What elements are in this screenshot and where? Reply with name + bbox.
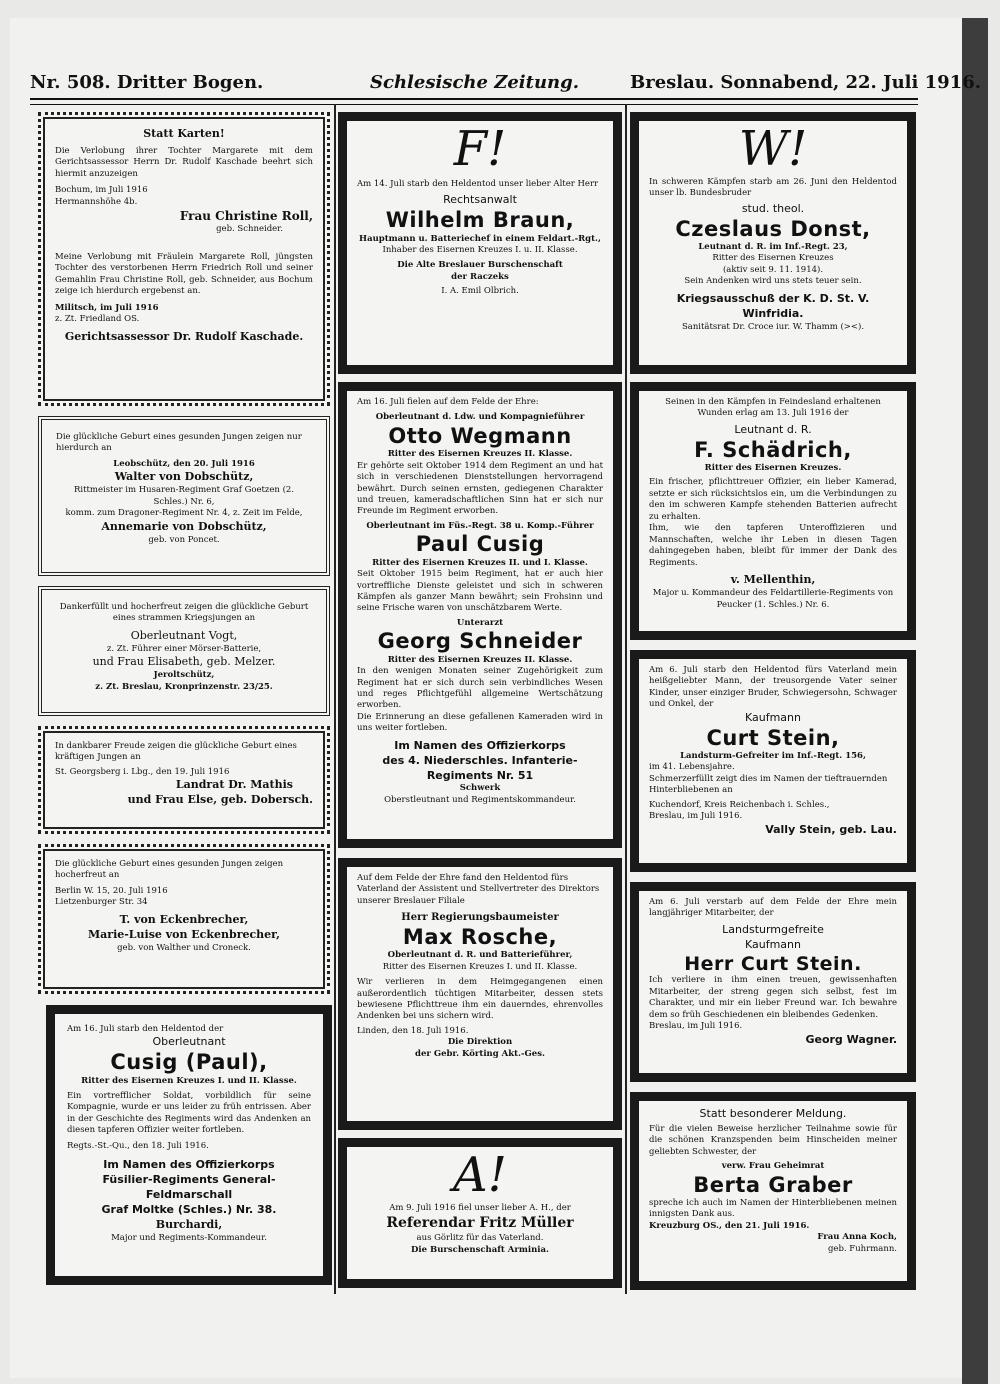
notice-signature: Die Direktion: [447, 1037, 513, 1048]
notice-text: Am 6. Juli verstarb auf dem Felde der Ehre mein langjähriger Mitarbeiter, der: [649, 897, 897, 919]
notice-signature: Kriegsausschuß der K. D. St. V. Winfridia.: [676, 291, 870, 320]
notice-body: Die Erinnerung an diese gefallenen Kameraden wird in uns weiter fortleben.: [357, 711, 603, 734]
notice-body: Ein frischer, pflichttreuer Offizier, ein lieber Kamerad, setzte er sich rücksichtslos ein, um die Verbindungen zu den im schweren Kampfe stehenden Batterien aufrecht zu erhalten.: [649, 477, 897, 522]
masthead-rule: [30, 98, 918, 105]
notice-name: Gerichtsassessor Dr. Rudolf Kaschade.: [64, 329, 304, 343]
notice-place: Linden, den 18. Juli 1916.: [357, 1025, 469, 1036]
notice-text: Die Verlobung ihrer Tochter Margarete mit dem Gerichtsassessor Herrn Dr. Rudolf Kaschade beehrt sich hiermit anzuzeigen: [55, 145, 313, 179]
notice-signature: v. Mellenthin,: [730, 573, 816, 587]
notice-place: Breslau, im Juli 1916.: [649, 811, 743, 822]
obituary: [338, 858, 622, 1130]
notice-name: Cusig (Paul),: [110, 1050, 268, 1075]
notice-place: Berlin W. 15, 20. Juli 1916: [55, 885, 168, 896]
notice-signature: Georg Wagner.: [805, 1032, 897, 1046]
notice-name-sub: geb. von Walther und Croneck.: [117, 942, 251, 953]
notice-text: In schweren Kämpfen starb am 26. Juni den Heldentod unser lb. Bundesbruder: [649, 177, 897, 199]
notice-place: Kuchendorf, Kreis Reichenbach i. Schles.,: [649, 799, 830, 810]
notice-place: Regts.-St.-Qu., den 18. Juli 1916.: [67, 1140, 209, 1151]
notice-name: und Frau Else, geb. Dobersch.: [127, 793, 313, 807]
notice-place: St. Georgsberg i. Lbg., den 19. Juli 1916: [55, 766, 230, 777]
notice-body: Schmerzerfüllt zeigt dies im Namen der tieftrauernden Hinterbliebenen an: [649, 773, 888, 796]
notice-place: Kreuzburg OS., den 21. Juli 1916.: [649, 1220, 810, 1231]
notice-name: Berta Graber: [693, 1172, 853, 1197]
notice-rank: Kaufmann: [744, 937, 801, 951]
notice-signature: Frau Anna Koch,: [817, 1232, 897, 1243]
notice-title: Ritter des Eisernen Kreuzes I. und II. Klasse.: [382, 961, 578, 972]
notice-name-sub: geb. Schneider.: [216, 224, 283, 235]
notice-body: Wir verlieren in dem Heimgegangenen einen außerordentlich tüchtigen Mitarbeiter, dessen stets bewiesene Pflichttreue ihm ein dauerndes, ehrenvolles Andenken bei uns sichern wird.: [357, 977, 603, 1022]
notice-text: In dankbarer Freude zeigen die glückliche Geburt eines kräftigen Jungen an: [55, 741, 297, 763]
notice-name: Georg Schneider: [377, 629, 583, 654]
notice-place: Militsch, im Juli 1916: [55, 302, 159, 313]
notice-rank: Leutnant d. R.: [734, 422, 812, 436]
newspaper-title: Schlesische Zeitung.: [370, 72, 579, 93]
notice-address: Lietzenburger Str. 34: [55, 897, 148, 908]
notice-title: Inhaber des Eisernen Kreuzes I. u. II. Klasse.: [382, 244, 578, 255]
notice-place: z. Zt. Breslau, Kronprinzenstr. 23/25.: [95, 681, 273, 692]
obituary: [630, 650, 916, 872]
notice-signature: I. A. Emil Olbrich.: [441, 286, 519, 297]
notice-signature: Die Burschenschaft Arminia.: [411, 1244, 549, 1255]
notice-text: Die glückliche Geburt eines gesunden Jungen zeigen hocherfreut an: [55, 859, 284, 881]
notice-signature: des 4. Niederschles. Infanterie-Regiments Nr. 51: [382, 753, 578, 782]
notice-place: Bochum, im Juli 1916: [55, 185, 148, 196]
notice-body: Ihm, wie den tapferen Unteroffizieren und Mannschaften, welche ihr Leben in diesen Tagen dahingegeben haben, bleibt für immer der Dank des Regiments.: [649, 523, 897, 568]
notice-rank: Rechtsanwalt: [443, 193, 517, 207]
notice-text: Am 16. Juli fielen auf dem Felde der Ehre:: [357, 397, 539, 407]
fraternity-initial: F!: [453, 121, 507, 177]
notice-signature: Burchardi,: [155, 1217, 223, 1231]
notice-rank: Oberleutnant im Füs.-Regt. 38 u. Komp.-Führer: [366, 520, 594, 531]
notice-place: Breslau, im Juli 1916.: [649, 1021, 743, 1032]
notice-name: Paul Cusig: [415, 532, 545, 557]
notice-name: T. von Eckenbrecher,: [119, 912, 249, 926]
notice-title: Oberleutnant d. R. und Batterieführer,: [387, 950, 573, 961]
notice-rank: Oberleutnant d. Ldw. und Kompagnieführer: [375, 412, 585, 423]
notice-name: Oberleutnant Vogt,: [130, 628, 238, 642]
notice-signature: der Raczeks: [451, 271, 509, 282]
column-rule-1: [334, 104, 336, 1294]
notice-place: Leobschütz, den 20. Juli 1916: [113, 458, 255, 469]
notice-name: Czeslaus Donst,: [675, 216, 871, 241]
notice-rank: Landsturmgefreite: [722, 922, 824, 936]
notice-signature: Major u. Kommandeur des Feldartillerie-Regiments von Peucker (1. Schles.) Nr. 6.: [652, 588, 894, 610]
notice-rank: Rittmeister im Husaren-Regiment Graf Goetzen (2. Schles.) Nr. 6,: [73, 485, 295, 507]
notice-title: Hauptmann u. Batteriechef in einem Feldart.-Rgt.,: [359, 233, 601, 244]
notice-body: In den wenigen Monaten seiner Zugehörigkeit zum Regiment hat er sich durch sein verbindliches Wesen und reges Pflichtgefühl allgemeine Wertschätzung erworben.: [357, 666, 603, 711]
fraternity-initial: A!: [453, 1147, 507, 1203]
obituary: [338, 382, 622, 848]
date-line: Breslau. Sonnabend, 22. Juli 1916.: [630, 72, 981, 93]
notice-rank: Oberleutnant: [152, 1035, 226, 1049]
notice-text: Seinen in den Kämpfen in Feindesland erhaltenen Wunden erlag am 13. Juli 1916 der: [665, 397, 881, 419]
notice-body: Ein vortrefflicher Soldat, vorbildlich für seine Kompagnie, wurde er uns leider zu früh entrissen. Aber in der Geschichte des Regiments wird das Andenken an diesen tapferen Offizier weiter fortleben.: [67, 1090, 311, 1136]
notice-signature: Die Alte Breslauer Burschenschaft: [397, 260, 563, 271]
notice-honor: Ritter des Eisernen Kreuzes.: [704, 462, 842, 473]
notice-rank: Herr Regierungsbaumeister: [401, 912, 559, 924]
notice-honor: Ritter des Eisernen Kreuzes II. Klasse.: [387, 654, 573, 665]
notice-honor: Ritter des Eisernen Kreuzes I. und II. Klasse.: [81, 1075, 297, 1086]
notice-signature: Füsilier-Regiments General-Feldmarschall: [102, 1173, 276, 1201]
notice-header: Statt Karten!: [143, 127, 225, 140]
column-rule-2: [625, 104, 627, 1294]
notice-text: aus Görlitz für das Vaterland.: [416, 1233, 544, 1244]
birth-notice: [38, 844, 330, 994]
notice-name: Walter von Dobschütz,: [114, 470, 254, 484]
notice-signature: Schwerk: [459, 783, 501, 794]
thanks-notice: [630, 1092, 916, 1290]
notice-title: Leutnant d. R. im Inf.-Regt. 23,: [698, 241, 848, 252]
notice-place: Jeroltschütz,: [153, 670, 215, 681]
notice-rank: Kaufmann: [744, 710, 801, 724]
notice-name: F. Schädrich,: [694, 437, 852, 462]
notice-name: Referendar Fritz Müller: [386, 1215, 574, 1232]
notice-title: Ritter des Eisernen Kreuzes: [712, 253, 834, 264]
notice-text: Die glückliche Geburt eines gesunden Jungen zeigen nur hierdurch an: [56, 432, 302, 454]
obituary: [630, 882, 916, 1082]
notice-name: Max Rosche,: [402, 924, 558, 949]
notice-rank: stud. theol.: [741, 201, 805, 215]
notice-signature: Im Namen des Offizierkorps: [394, 738, 566, 752]
notice-body: Sein Andenken wird uns stets teuer sein.: [684, 276, 862, 287]
notice-body: Seit Oktober 1915 beim Regiment, hat er auch hier vortreffliche Dienste geleistet und sich in schweren Kämpfen als ganzer Mann bewährt; sein Frohsinn und seine Frische waren von unschätzbarem Werte.: [357, 569, 603, 614]
issue-number: Nr. 508. Dritter Bogen.: [30, 72, 264, 93]
notice-name: Frau Christine Roll,: [179, 209, 313, 224]
notice-name: Landrat Dr. Mathis: [175, 778, 293, 792]
obituary: [338, 1138, 622, 1288]
notice-signature: Sanitätsrat Dr. Croce iur. W. Thamm (><).: [681, 321, 865, 332]
notice-signature: geb. Fuhrmann.: [827, 1243, 897, 1254]
notice-text: Meine Verlobung mit Fräulein Margarete Roll, jüngsten Tochter des verstorbenen Herrn Friedrich Roll und seiner Gemahlin Frau Christine Roll, geb. Schneider, aus Bochum zeige ich hierdurch ergebenst an.: [55, 251, 313, 297]
notice-name: Marie-Luise von Eckenbrecher,: [87, 927, 281, 941]
notice-signature: Oberstleutnant und Regimentskommandeur.: [384, 794, 576, 805]
birth-notice: [38, 586, 330, 716]
notice-address: Hermannshöhe 4b.: [55, 196, 138, 207]
engagement-notice: [38, 112, 330, 406]
birth-notice: [38, 726, 330, 834]
notice-rank: z. Zt. Führer einer Mörser-Batterie,: [106, 643, 262, 654]
notice-signature: Major und Regiments-Kommandeur.: [111, 1232, 267, 1243]
notice-body: Ich verliere in ihm einen treuen, gewissenhaften Mitarbeiter, der streng gegen sich selbst, fest im Charakter, und mir ein lieber Freund war. Ich bewahre dem so früh Geschiedenen ein bleibendes Gedenken.: [649, 975, 897, 1020]
notice-body: im 41. Lebensjahre.: [649, 762, 735, 773]
notice-text: Dankerfüllt und hocherfreut zeigen die glückliche Geburt eines strammen Kriegsjungen an: [59, 602, 309, 624]
notice-title: Landsturm-Gefreiter im Inf.-Regt. 156,: [680, 750, 866, 761]
notice-body: Er gehörte seit Oktober 1914 dem Regiment an und hat sich in verschiedenen Dienststellungen hervorragend bewährt. Durch seinen ernsten, gediegenen Charakter und treuen, kameradschaftlichen Sinn hat er sich nur Freunde im Regiment erworben.: [357, 460, 603, 517]
notice-body: spreche ich auch im Namen der Hinterbliebenen meinen innigsten Dank aus.: [649, 1197, 897, 1220]
notice-text: Am 14. Juli starb den Heldentod unser lieber Alter Herr: [357, 179, 599, 189]
notice-signature: Vally Stein, geb. Lau.: [765, 822, 897, 836]
notice-name: und Frau Elisabeth, geb. Melzer.: [92, 655, 276, 669]
notice-rank: verw. Frau Geheimrat: [721, 1161, 825, 1172]
birth-notice: [38, 416, 330, 576]
notice-name: Otto Wegmann: [388, 423, 572, 448]
notice-name-sub: geb. von Poncet.: [148, 534, 220, 545]
notice-place: z. Zt. Friedland OS.: [55, 314, 140, 325]
fraternity-initial: W!: [738, 121, 808, 177]
obituary: [338, 112, 622, 374]
obituary: [630, 112, 916, 374]
notice-name: Wilhelm Braun,: [385, 208, 575, 233]
notice-honor: Ritter des Eisernen Kreuzes II. und I. Klasse.: [372, 557, 588, 568]
notice-signature: der Gebr. Körting Akt.-Ges.: [415, 1048, 545, 1059]
notice-text: Für die vielen Beweise herzlicher Teilnahme sowie für die schönen Kranzspenden beim Hinscheiden meiner geliebten Schwester, der: [649, 1123, 897, 1157]
notice-signature: Graf Moltke (Schles.) Nr. 38.: [101, 1202, 277, 1216]
notice-title: (aktiv seit 9. 11. 1914).: [722, 264, 824, 275]
notice-text: Am 16. Juli starb den Heldentod der: [67, 1024, 224, 1034]
notice-rank: Unterarzt: [456, 617, 504, 628]
obituary: [630, 382, 916, 640]
notice-rank: komm. zum Dragoner-Regiment Nr. 4, z. Zeit im Felde,: [65, 508, 303, 519]
notice-name: Herr Curt Stein.: [684, 952, 862, 975]
notice-name: Annemarie von Dobschütz,: [101, 519, 267, 533]
notice-text: Auf dem Felde der Ehre fand den Heldentod fürs Vaterland der Assistent und Stellvertreter des Direktors unserer Breslauer Filiale: [357, 873, 600, 906]
notice-honor: Ritter des Eisernen Kreuzes II. Klasse.: [387, 449, 573, 460]
notice-text: Am 9. Juli 1916 fiel unser lieber A. H., der: [389, 1203, 571, 1213]
notice-header: Statt besonderer Meldung.: [699, 1107, 847, 1120]
notice-name: Curt Stein,: [706, 725, 840, 750]
notice-text: Am 6. Juli starb den Heldentod fürs Vaterland mein heißgeliebter Mann, der treusorgende Vater seiner Kinder, unser einziger Bruder, Schwiegersohn, Schwager und Onkel, der: [649, 665, 897, 710]
notice-signature: Im Namen des Offizierkorps: [103, 1158, 275, 1172]
masthead: [30, 72, 981, 98]
obituary: [46, 1005, 332, 1285]
scan-edge: [962, 18, 988, 1384]
